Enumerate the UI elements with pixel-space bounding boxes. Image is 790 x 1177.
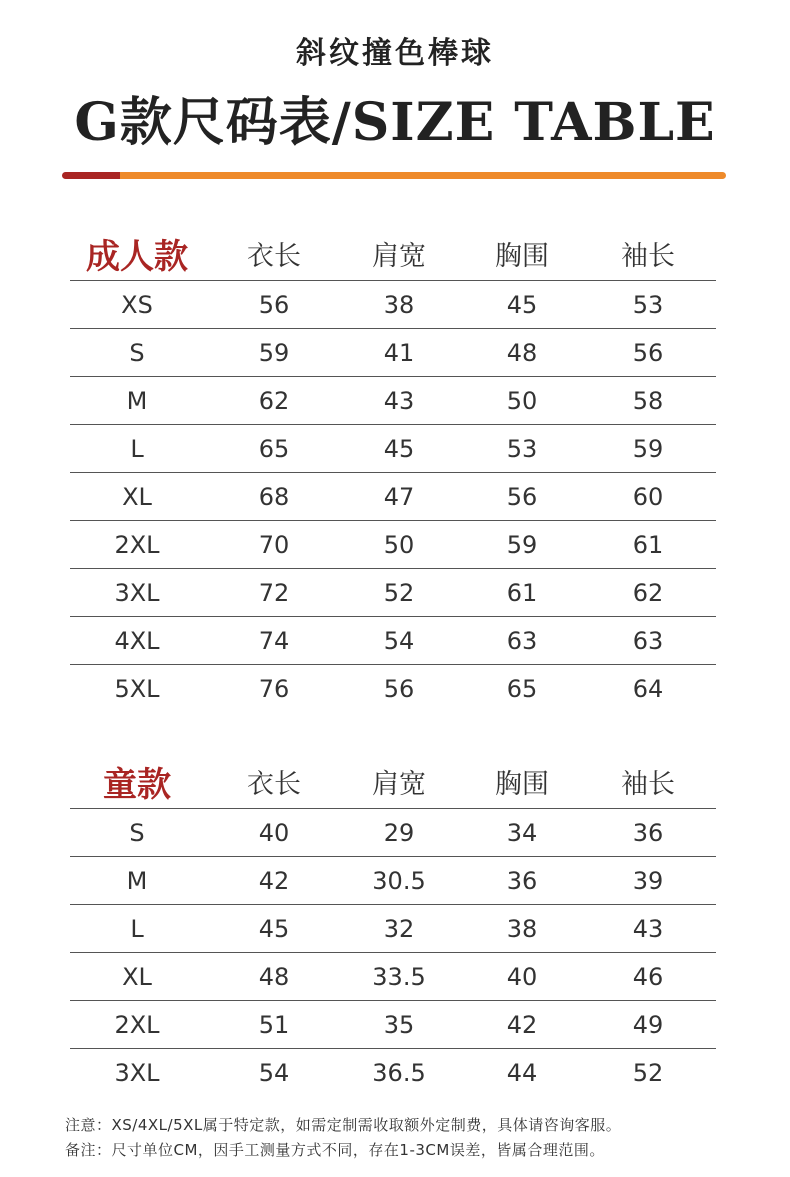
measurement-cell: 53 (632, 290, 664, 319)
measurement-cell: 58 (632, 386, 664, 415)
measurement-cell: 49 (632, 1010, 664, 1039)
measurement-cell: 36 (632, 818, 664, 847)
table-row (70, 617, 716, 665)
measurement-cell: 60 (632, 482, 664, 511)
size-cell: 2XL (114, 1010, 160, 1039)
column-header: 胸围 (495, 768, 549, 800)
measurement-cell: 59 (258, 338, 290, 367)
measurement-cell: 36.5 (372, 1058, 426, 1087)
column-header: 衣长 (247, 768, 301, 800)
measurement-cell: 33.5 (372, 962, 426, 991)
measurement-cell: 62 (258, 386, 290, 415)
page-title: G款尺码表/SIZE TABLE (74, 92, 716, 153)
table-row (70, 377, 716, 425)
measurement-cell: 54 (383, 626, 415, 655)
size-cell: L (130, 434, 144, 463)
measurement-cell: 61 (632, 530, 664, 559)
measurement-cell: 45 (383, 434, 415, 463)
table-row (70, 905, 716, 953)
category-label: 成人款 (86, 236, 188, 277)
notes (65, 1113, 765, 1163)
column-header: 袖长 (621, 768, 675, 800)
measurement-cell: 56 (383, 674, 415, 703)
size-cell: 5XL (114, 674, 160, 703)
size-cell: XL (122, 482, 152, 511)
measurement-cell: 56 (258, 290, 290, 319)
size-cell: XS (121, 290, 153, 319)
table-row (70, 329, 716, 377)
measurement-cell: 34 (506, 818, 538, 847)
measurement-cell: 51 (258, 1010, 290, 1039)
measurement-cell: 50 (506, 386, 538, 415)
size-cell: 3XL (114, 1058, 160, 1087)
measurement-cell: 68 (258, 482, 290, 511)
table-row (70, 425, 716, 473)
title-divider (62, 172, 726, 179)
column-header: 袖长 (621, 240, 675, 272)
measurement-cell: 53 (506, 434, 538, 463)
table-row (70, 281, 716, 329)
note-line: 备注：尺寸单位CM，因手工测量方式不同，存在1-3CM误差，皆属合理范围。 (65, 1141, 605, 1159)
measurement-cell: 29 (383, 818, 415, 847)
column-header: 胸围 (495, 240, 549, 272)
measurement-cell: 52 (383, 578, 415, 607)
measurement-cell: 76 (258, 674, 290, 703)
measurement-cell: 63 (506, 626, 538, 655)
measurement-cell: 32 (383, 914, 415, 943)
table-row (70, 1001, 716, 1049)
measurement-cell: 43 (632, 914, 664, 943)
kids-size-table (70, 754, 716, 1096)
category-label: 童款 (103, 764, 171, 805)
size-cell: M (126, 386, 148, 415)
measurement-cell: 74 (258, 626, 290, 655)
measurement-cell: 36 (506, 866, 538, 895)
measurement-cell: 40 (506, 962, 538, 991)
size-cell: 2XL (114, 530, 160, 559)
table-row (70, 953, 716, 1001)
size-cell: XL (122, 962, 152, 991)
measurement-cell: 61 (506, 578, 538, 607)
measurement-cell: 48 (258, 962, 290, 991)
measurement-cell: 62 (632, 578, 664, 607)
measurement-cell: 42 (506, 1010, 538, 1039)
measurement-cell: 40 (258, 818, 290, 847)
size-cell: M (126, 866, 148, 895)
measurement-cell: 46 (632, 962, 664, 991)
measurement-cell: 47 (383, 482, 415, 511)
measurement-cell: 72 (258, 578, 290, 607)
size-cell: S (129, 338, 145, 367)
measurement-cell: 35 (383, 1010, 415, 1039)
measurement-cell: 43 (383, 386, 415, 415)
adult-size-table (70, 226, 716, 712)
measurement-cell: 59 (506, 530, 538, 559)
table-row (70, 1049, 716, 1096)
measurement-cell: 65 (258, 434, 290, 463)
table-header-row (70, 754, 716, 809)
table-header-row (70, 226, 716, 281)
measurement-cell: 59 (632, 434, 664, 463)
table-row (70, 857, 716, 905)
measurement-cell: 64 (632, 674, 664, 703)
column-header: 肩宽 (372, 768, 426, 800)
measurement-cell: 50 (383, 530, 415, 559)
size-cell: S (129, 818, 145, 847)
page-subtitle: 斜纹撞色棒球 (296, 36, 494, 71)
table-row (70, 473, 716, 521)
size-cell: L (130, 914, 144, 943)
measurement-cell: 63 (632, 626, 664, 655)
measurement-cell: 30.5 (372, 866, 426, 895)
measurement-cell: 41 (383, 338, 415, 367)
measurement-cell: 56 (506, 482, 538, 511)
size-cell: 3XL (114, 578, 160, 607)
measurement-cell: 56 (632, 338, 664, 367)
measurement-cell: 48 (506, 338, 538, 367)
table-row (70, 521, 716, 569)
table-row (70, 665, 716, 712)
measurement-cell: 38 (383, 290, 415, 319)
measurement-cell: 45 (258, 914, 290, 943)
table-row (70, 569, 716, 617)
measurement-cell: 70 (258, 530, 290, 559)
measurement-cell: 38 (506, 914, 538, 943)
column-header: 肩宽 (372, 240, 426, 272)
note-line: 注意：XS/4XL/5XL属于特定款，如需定制需收取额外定制费，具体请咨询客服。 (65, 1116, 622, 1134)
measurement-cell: 42 (258, 866, 290, 895)
measurement-cell: 52 (632, 1058, 664, 1087)
measurement-cell: 39 (632, 866, 664, 895)
column-header: 衣长 (247, 240, 301, 272)
table-row (70, 809, 716, 857)
measurement-cell: 65 (506, 674, 538, 703)
measurement-cell: 45 (506, 290, 538, 319)
measurement-cell: 54 (258, 1058, 290, 1087)
measurement-cell: 44 (506, 1058, 538, 1087)
size-cell: 4XL (114, 626, 160, 655)
